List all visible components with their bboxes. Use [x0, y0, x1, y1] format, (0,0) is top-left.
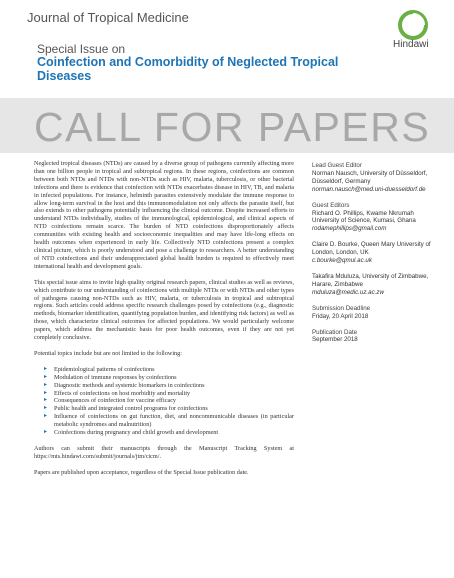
guest-editor-email: mduluza@medic.uz.ac.zw — [312, 288, 384, 296]
topic-item: ▸ Coinfections during pregnancy and child growth and development — [34, 429, 294, 437]
topic-item: ▸ Consequences of coinfection for vaccine efficacy — [34, 397, 294, 405]
guest-editor-email: c.bourke@qmul.ac.uk — [312, 257, 372, 265]
special-issue-label: Special Issue on — [37, 42, 126, 56]
topics-intro: Potential topics include but are not limited to the following: — [34, 349, 182, 357]
publication-date-value: September 2018 — [312, 336, 358, 344]
lead-editor-email: norman.nausch@med.uni-duesseldorf.de — [312, 185, 426, 193]
guest-editor-name: Claire D. Bourke, Queen Mary University of London, London, UK — [312, 241, 431, 257]
topic-item: ▸ Effects of coinfections on host morbidity and mortality — [34, 390, 294, 398]
guest-editors-label: Guest Editors — [312, 201, 350, 209]
header — [0, 0, 454, 98]
guest-editor-name: Takafira Mduluza, University of Zimbabwe, Harare, Zimbabwe — [312, 272, 429, 288]
main-text — [34, 160, 294, 485]
publication-text: Papers are published upon acceptance, regardless of the Special Issue publication date. — [34, 468, 249, 476]
editor-sidebar — [312, 162, 432, 352]
hindawi-logo-icon — [398, 10, 428, 40]
deadline-value: Friday, 20 April 2018 — [312, 312, 369, 320]
aims-paragraph: This special issue aims to invite high quality original research papers, clinical studies as well as reviews, which contribute to our understanding of coinfections with multiple NTDs or with NTDs and other types of pathogens causing non-NTDs such as HIV, malaria, or tuberculosis in tropical and subtropical regions. Such articles could address specific research challenges posed by coinfections (e.g., diagnostic methods, biomarker identification, quantifying population burden, and identifying risk factors) as well as those, which characterize clinical outcomes for affected populations. We would particularly welcome papers, which address the mechanistic basis for poor health outcomes, even if they are not yet completely conclusive. — [34, 278, 294, 342]
logo-text: Hindawi — [393, 39, 429, 50]
topic-item: ▸ Public health and integrated control programs for coinfections — [34, 405, 294, 413]
intro-paragraph: Neglected tropical diseases (NTDs) are caused by a diverse group of pathogens currently affecting more than one billion people in tropical and subtropical regions. In these regions, coinfections are common between both NTDs and NTDs with non-NTDs such as HIV, malaria, tuberculosis, or other bacterial infections and there is evidence that coinfection with NTDs exacerbates disease in HIV, TB, and malaria in infected populations. For instance, helminth parasites extensively modulate the immune response to allow long-term survival in the host and this immunomodulation not only affects the parasite itself, but also extends to other pathogens potentially influencing the clinical outcome. Despite increased efforts to understand NTDs individually, studies of the immunological, epidemiological, and clinical aspects of NTD coinfections remain scarce. The burden of NTD coinfections disproportionately affects communities with existing health and socioeconomic inequalities and may have life-long effects on health outcomes when experienced in early life. Collectively NTD coinfections present a complex clinical picture, which is poorly understood and pose a challenge to researchers. A better understanding of NTD coinfections and their underappreciated global health burden is required to effectively meet international health and development goals. — [34, 160, 294, 270]
lead-editor-label: Lead Guest Editor — [312, 162, 362, 169]
banner-text: CALL FOR PAPERS — [34, 104, 431, 150]
guest-editor-name: Richard O. Phillips, Kwame Nkrumah University of Science, Kumasi, Ghana — [312, 209, 416, 225]
submission-text: Authors can submit their manuscripts through the Manuscript Tracking System at https://mts.hindawi.com/submit/journals/jtm/cicm/. — [34, 445, 294, 460]
topic-item: ▸ Influence of coinfections on gut function, diet, and noncommunicable diseases (in particular metabolic syndromes and malnutrition) — [34, 413, 294, 429]
topic-item: ▸ Modulation of immune responses by coinfections — [34, 374, 294, 382]
topics-list — [34, 366, 294, 437]
deadline-label: Submission Deadline — [312, 304, 371, 312]
special-issue-title: Coinfection and Comorbidity of Neglected Tropical Diseases — [37, 55, 339, 83]
publication-date-label: Publication Date — [312, 328, 358, 336]
lead-editor-name: Norman Nausch, University of Düsseldorf, Düsseldorf, Germany — [312, 169, 428, 185]
topic-item: ▸ Epidemiological patterns of coinfections — [34, 366, 294, 374]
guest-editor-email: rodamephillips@gmail.com — [312, 225, 387, 233]
journal-name: Journal of Tropical Medicine — [27, 10, 189, 25]
topic-item: ▸ Diagnostic methods and systemic biomarkers in coinfections — [34, 382, 294, 390]
